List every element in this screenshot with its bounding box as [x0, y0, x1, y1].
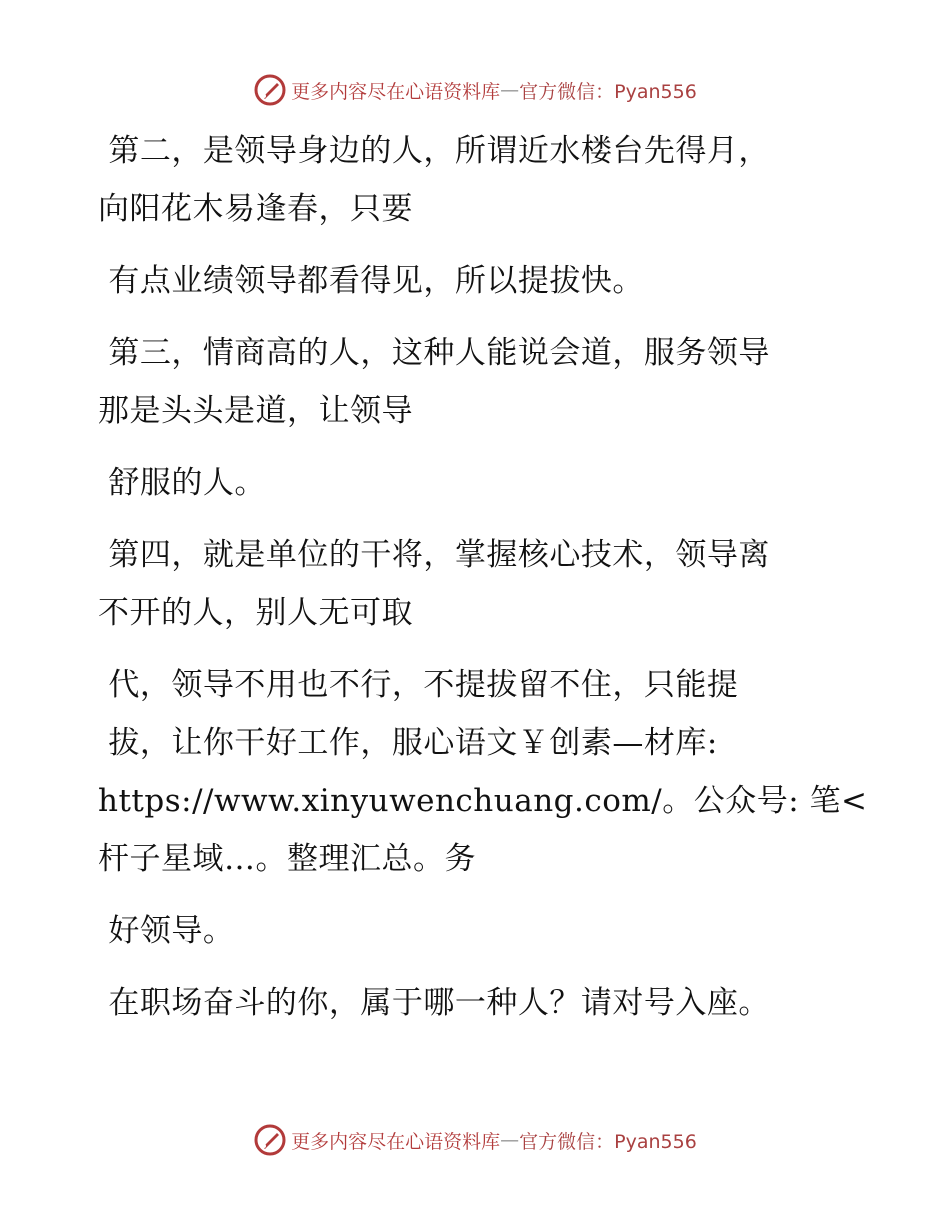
- text-line: 有点业绩领导都看得见，所以提拔快。: [98, 263, 644, 299]
- url-line: https://www.xinyuwenchuang.com/。公众号: 笔<: [98, 783, 868, 819]
- text-line: 拔，让你干好工作，服心语文￥创素—材库:: [98, 725, 718, 761]
- text-line: 第三，情商高的人，这种人能说会道，服务领导: [98, 335, 770, 371]
- banner-wechat-text: 官方微信：Pyan556: [519, 1130, 697, 1153]
- paragraph: [98, 324, 868, 440]
- text-line: 那是头头是道，让领导: [98, 393, 413, 429]
- paragraph: [98, 454, 868, 512]
- text-line: 舒服的人。: [98, 465, 266, 501]
- text-line: 向阳花木易逢春，只要: [98, 191, 413, 227]
- footer-banner: [0, 1120, 950, 1160]
- paragraph: [98, 252, 868, 310]
- paragraph: [98, 974, 868, 1032]
- text-line: 杆子星域…。整理汇总。务: [98, 841, 476, 877]
- banner-separator: —: [500, 79, 520, 101]
- text-line: 好领导。: [98, 913, 235, 949]
- text-line: 在职场奋斗的你，属于哪一种人？请对号入座。: [98, 985, 770, 1021]
- document-body: [98, 122, 868, 1032]
- text-line: 第四，就是单位的干将，掌握核心技术，领导离: [98, 537, 770, 573]
- banner-site-text: 更多内容尽在心语资料库: [291, 80, 501, 103]
- paragraph: [98, 656, 868, 888]
- banner-site-text: 更多内容尽在心语资料库: [291, 1130, 501, 1153]
- text-line: 代，领导不用也不行，不提拔留不住，只能提: [98, 667, 739, 703]
- banner-wechat-text: 官方微信：Pyan556: [519, 80, 697, 103]
- text-line: 第二，是领导身边的人，所谓近水楼台先得月，: [98, 133, 770, 169]
- paragraph: [98, 526, 868, 642]
- paragraph: [98, 122, 868, 238]
- banner-separator: —: [500, 1129, 520, 1151]
- pen-logo-icon: [253, 73, 287, 107]
- paragraph: [98, 902, 868, 960]
- text-line: 不开的人，别人无可取: [98, 595, 413, 631]
- pen-logo-icon: [253, 1123, 287, 1157]
- header-banner: [0, 70, 950, 110]
